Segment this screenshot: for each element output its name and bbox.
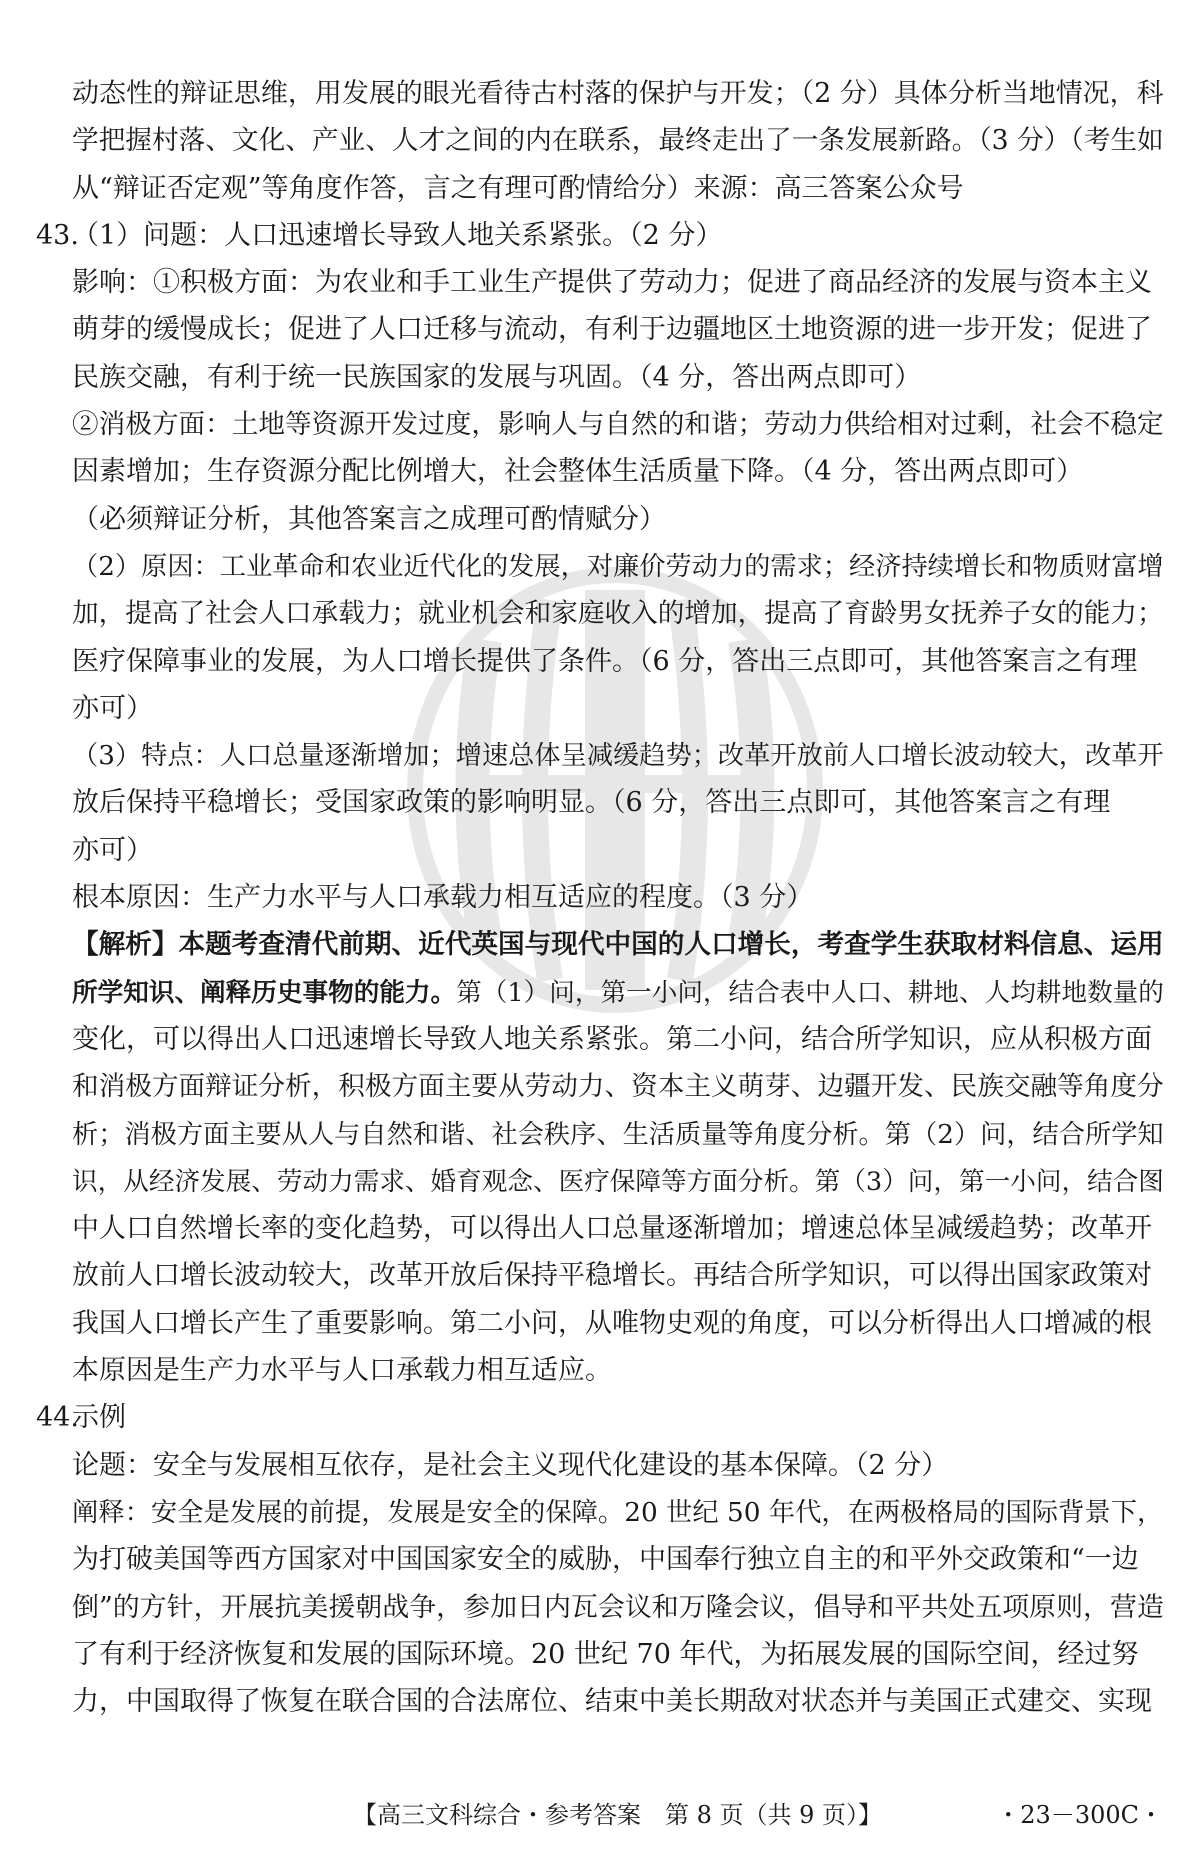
answer-content [36, 70, 1164, 1725]
text-line [36, 543, 1164, 590]
line-text: 变化，可以得出人口迅速增长导致人地关系紧张。第二小问，结合所学知识，应从积极方面 [72, 1023, 1152, 1055]
text-line [36, 1347, 1164, 1394]
line-text: 中人口自然增长率的变化趋势，可以得出人口总量逐渐增加；增速总体呈减缓趋势；改革开 [72, 1213, 1152, 1245]
text-line [36, 70, 1164, 117]
text-line [36, 1016, 1164, 1063]
question-number: 44. [36, 1402, 79, 1434]
text-line [36, 969, 1164, 1016]
line-text: 论题：安全与发展相互依存，是社会主义现代化建设的基本保障。（2 分） [72, 1449, 949, 1481]
line-text: 放后保持平稳增长；受国家政策的影响明显。（6 分，答出三点即可，其他答案言之有理 [72, 787, 1111, 819]
text-line [36, 1678, 1164, 1725]
line-text: ②消极方面：土地等资源开发过度，影响人与自然的和谐；劳动力供给相对过剩，社会不稳定 [72, 409, 1164, 441]
line-text: 动态性的辩证思维，用发展的眼光看待古村落的保护与开发；（2 分）具体分析当地情况，科 [72, 78, 1164, 109]
text-line [36, 732, 1164, 779]
line-text: 示例 [72, 1402, 126, 1434]
line-text: （3）特点：人口总量逐渐增加；增速总体呈减缓趋势；改革开放前人口增长波动较大，改革开 [72, 741, 1164, 772]
question-number: 43. [36, 219, 79, 251]
line-text: 阐释：安全是发展的前提，发展是安全的保障。20 世纪 50 年代，在两极格局的国际背景下， [72, 1497, 1164, 1528]
line-text: 和消极方面辩证分析，积极方面主要从劳动力、资本主义萌芽、边疆开发、民族交融等角度分 [72, 1071, 1164, 1103]
footer-page-info: 【高三文科综合・参考答案 第 8 页（共 9 页）】 [353, 1801, 883, 1829]
line-text: 萌芽的缓慢成长；促进了人口迁移与流动，有利于边疆地区土地资源的进一步开发；促进了 [72, 314, 1152, 346]
line-text: 亦可） [72, 692, 153, 724]
line-text: 放前人口增长波动较大，改革开放后保持平稳增长。再结合所学知识，可以得出国家政策对 [72, 1260, 1152, 1292]
line-text: 民族交融，有利于统一民族国家的发展与巩固。（4 分，答出两点即可） [72, 361, 922, 393]
text-line [36, 590, 1164, 637]
text-line [36, 1536, 1164, 1583]
line-text: 为打破美国等西方国家对中国国家安全的威胁，中国奉行独立自主的和平外交政策和“一边 [72, 1544, 1139, 1576]
analysis-bold-text: 所学知识、阐释历史事物的能力。 [72, 977, 457, 1008]
text-line [36, 1158, 1164, 1205]
line-text: 识，从经济发展、劳动力需求、婚育观念、医疗保障等方面分析。第（3）问，第一小问，结合图 [72, 1166, 1164, 1197]
line-text: 学把握村落、文化、产业、人才之间的内在联系，最终走出了一条发展新路。（3 分）（考生如 [72, 125, 1164, 157]
text-line [36, 921, 1164, 968]
line-text: 亦可） [72, 834, 153, 866]
text-line [36, 354, 1164, 401]
text-line [36, 401, 1164, 448]
analysis-bold-text: 【解析】本题考查清代前期、近代英国与现代中国的人口增长，考查学生获取材料信息、运用 [72, 929, 1164, 961]
text-line [36, 448, 1164, 495]
line-text: 倒”的方针，开展抗美援朝战争，参加日内瓦会议和万隆会议，倡导和平共处五项原则，营造 [72, 1591, 1164, 1623]
line-text: （2）原因：工业革命和农业近代化的发展，对廉价劳动力的需求；经济持续增长和物质财富增 [72, 551, 1164, 582]
text-line [36, 1631, 1164, 1678]
text-line [36, 259, 1164, 306]
text-line [36, 1300, 1164, 1347]
line-text: 力，中国取得了恢复在联合国的合法席位、结束中美长期敌对状态并与美国正式建交、实现 [72, 1686, 1152, 1718]
text-line [36, 1111, 1164, 1158]
line-text: 第（1）问，第一小问，结合表中人口、耕地、人均耕地数量的 [456, 977, 1164, 1008]
text-line [36, 1442, 1164, 1489]
line-text: 影响：①积极方面：为农业和手工业生产提供了劳动力；促进了商品经济的发展与资本主义 [72, 267, 1152, 299]
text-line [36, 1394, 1164, 1441]
line-text: 我国人口增长产生了重要影响。第二小问，从唯物史观的角度，可以分析得出人口增减的根 [72, 1307, 1152, 1339]
line-text: 了有利于经济恢复和发展的国际环境。20 世纪 70 年代，为拓展发展的国际空间，经过努 [72, 1638, 1139, 1670]
text-line [36, 306, 1164, 353]
footer-paper-code: ・23－300C・ [996, 1801, 1163, 1829]
text-line [36, 496, 1164, 543]
text-line [36, 212, 1164, 259]
text-line [36, 165, 1164, 212]
text-line [36, 1489, 1164, 1536]
line-text: 本原因是生产力水平与人口承载力相互适应。 [72, 1355, 612, 1387]
line-text: 医疗保障事业的发展，为人口增长提供了条件。（6 分，答出三点即可，其他答案言之有理 [72, 645, 1138, 677]
text-line [36, 779, 1164, 826]
line-text: 析；消极方面主要从人与自然和谐、社会秩序、生活质量等角度分析。第（2）问，结合所学知 [72, 1119, 1164, 1150]
text-line [36, 827, 1164, 874]
text-line [36, 874, 1164, 921]
text-line [36, 1584, 1164, 1631]
line-text: （1）问题：人口迅速增长导致人地关系紧张。（2 分） [72, 219, 723, 251]
line-text: 根本原因：生产力水平与人口承载力相互适应的程度。（3 分） [72, 882, 814, 914]
line-text: 从“辩证否定观”等角度作答，言之有理可酌情给分）来源：高三答案公众号 [72, 172, 964, 204]
text-line [36, 685, 1164, 732]
text-line [36, 1205, 1164, 1252]
line-text: 因素增加；生存资源分配比例增大，社会整体生活质量下降。（4 分，答出两点即可） [72, 456, 1084, 488]
line-text: 加，提高了社会人口承载力；就业机会和家庭收入的增加，提高了育龄男女抚养子女的能力； [72, 598, 1164, 630]
text-line [36, 638, 1164, 685]
text-line [36, 1063, 1164, 1110]
line-text: （必须辩证分析，其他答案言之成理可酌情赋分） [72, 503, 666, 535]
text-line [36, 1252, 1164, 1299]
text-line [36, 117, 1164, 164]
